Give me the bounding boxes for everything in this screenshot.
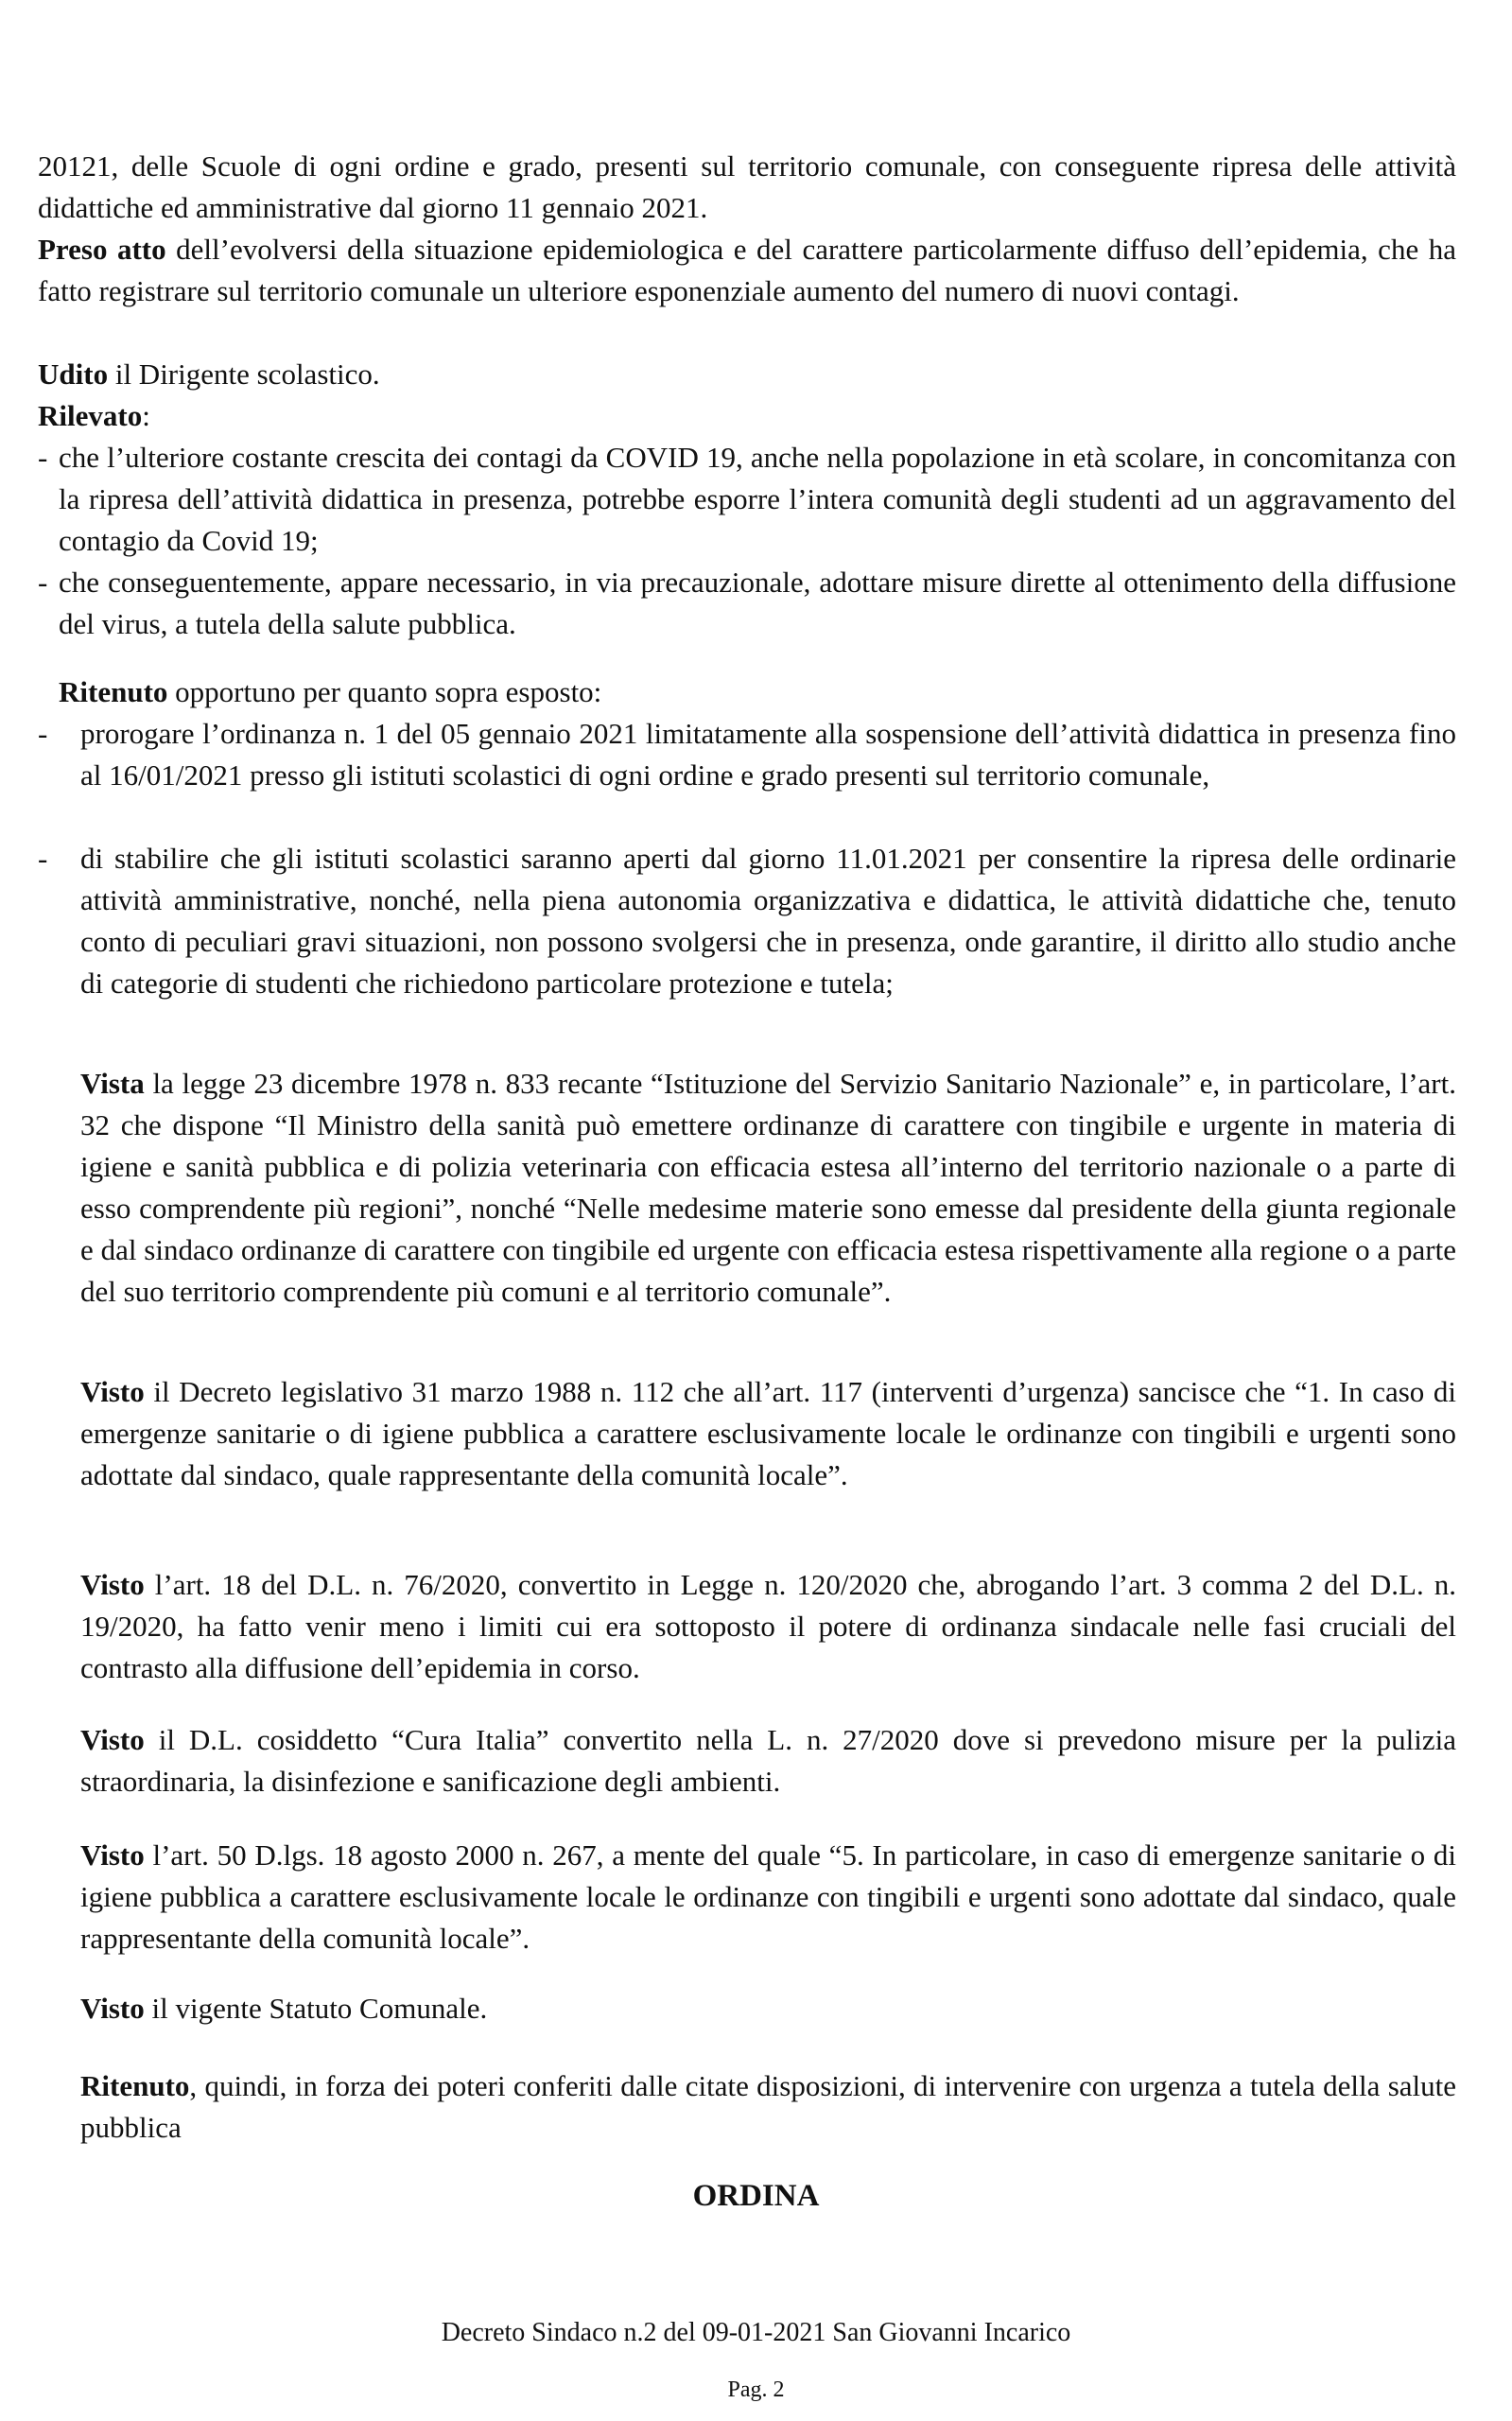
paragraph-text: dell’evolversi della situazione epidemiologica e del carattere particolarmente diffuso dell’epidemia, che ha fatto registrare sul territorio comunale un ulteriore esponenziale aumento del numero di nuovi contagi. bbox=[38, 233, 1456, 307]
paragraph-visto-dlgs-112 bbox=[80, 1371, 1456, 1496]
paragraph-text: , quindi, in forza dei poteri conferiti dalle citate disposizioni, di intervenire con urgenza a tutela della salute pubblica bbox=[80, 2069, 1456, 2144]
bold-lead: Ritenuto bbox=[80, 2069, 190, 2102]
bold-lead: Visto bbox=[80, 1838, 145, 1872]
bold-lead: Preso atto bbox=[38, 233, 166, 266]
section-heading: ORDINA bbox=[692, 2179, 820, 2213]
list-item-text: che conseguentemente, appare necessario, in via precauzionale, adottare misure dirette al ottenimento della diffusione del virus, a tutela della salute pubblica. bbox=[59, 566, 1456, 640]
list-dash: - bbox=[38, 717, 48, 750]
paragraph-ritenuto bbox=[59, 671, 1456, 713]
page-number: Pag. 2 bbox=[727, 2377, 785, 2402]
paragraph-visto-statuto bbox=[80, 1988, 1456, 2029]
list-item-text: di stabilire che gli istituti scolastici saranno aperti dal giorno 11.01.2021 per consentire la ripresa delle ordinarie attività amministrative, nonché, nella piena autonomia organizzativa e didattica, le attività didattiche che, tenuto conto di peculiari gravi situazioni, non possono svolgersi che in presenza, onde garantire, il diritto allo studio anche di categorie di studenti che richiedono particolare protezione e tutela; bbox=[80, 842, 1456, 1000]
list-dash: - bbox=[38, 441, 48, 474]
paragraph-text: il vigente Statuto Comunale. bbox=[144, 1992, 488, 2025]
paragraph-text: : bbox=[142, 399, 150, 432]
list-dash: - bbox=[38, 566, 48, 599]
paragraph-text: 20121, delle Scuole di ogni ordine e grado, presenti sul territorio comunale, con conseguente ripresa delle attività didattiche ed amministrative dal giorno 11 gennaio 2021. bbox=[38, 149, 1456, 224]
document-footer: Decreto Sindaco n.2 del 09-01-2021 San Giovanni Incarico bbox=[441, 2318, 1071, 2347]
paragraph-visto-dl-76 bbox=[80, 1564, 1456, 1689]
paragraph-preso-atto bbox=[38, 229, 1456, 312]
bold-lead: Rilevato bbox=[38, 399, 143, 432]
paragraph-udito bbox=[38, 354, 1456, 395]
paragraph-vista-legge-833 bbox=[80, 1063, 1456, 1313]
paragraph-intro bbox=[38, 146, 1456, 229]
paragraph-text: il Dirigente scolastico. bbox=[108, 357, 380, 391]
paragraph-text: l’art. 18 del D.L. n. 76/2020, convertito in Legge n. 120/2020 che, abrogando l’art. 3 comma 2 del D.L. n. 19/2020, ha fatto venir meno i limiti cui era sottoposto il potere di ordinanza sindacale nelle fasi cruciali del contrasto alla diffusione dell’epidemia in corso. bbox=[80, 1568, 1456, 1684]
paragraph-text: il D.L. cosiddetto “Cura Italia” convertito nella L. n. 27/2020 dove si prevedono misure per la pulizia straordinaria, la disinfezione e sanificazione degli ambienti. bbox=[80, 1723, 1456, 1798]
bold-lead: Visto bbox=[80, 1992, 145, 2025]
list-item-text: prorogare l’ordinanza n. 1 del 05 gennaio 2021 limitatamente alla sospensione dell’attività didattica in presenza fino al 16/01/2021 presso gli istituti scolastici di ogni ordine e grado presenti sul territorio comunale, bbox=[80, 717, 1456, 792]
paragraph-ritenuto-quindi bbox=[80, 2065, 1456, 2149]
paragraph-rilevato bbox=[38, 395, 1456, 437]
bold-lead: Visto bbox=[80, 1375, 145, 1408]
list-item-text: che l’ulteriore costante crescita dei contagi da COVID 19, anche nella popolazione in età scolare, in concomitanza con la ripresa dell’attività didattica in presenza, potrebbe esporre l’intera comunità degli studenti ad un aggravamento del contagio da Covid 19; bbox=[59, 441, 1456, 557]
paragraph-text: il Decreto legislativo 31 marzo 1988 n. 112 che all’art. 117 (interventi d’urgenza) sancisce che “1. In caso di emergenze sanitarie o di igiene pubblica a carattere esclusivamente locale le ordinanze con tingibili e urgenti sono adottate dal sindaco, quale rappresentante della comunità locale”. bbox=[80, 1375, 1456, 1491]
list-dash: - bbox=[38, 842, 48, 875]
bold-lead: Visto bbox=[80, 1723, 145, 1756]
paragraph-visto-cura-italia bbox=[80, 1719, 1456, 1803]
bold-lead: Ritenuto bbox=[59, 675, 168, 708]
bold-lead: Visto bbox=[80, 1568, 145, 1601]
paragraph-text: l’art. 50 D.lgs. 18 agosto 2000 n. 267, a mente del quale “5. In particolare, in caso di emergenze sanitarie o di igiene pubblica a carattere esclusivamente locale le ordinanze con tingibili e urgenti sono adottate dal sindaco, quale rappresentante della comunità locale”. bbox=[80, 1838, 1456, 1955]
paragraph-text: opportuno per quanto sopra esposto: bbox=[167, 675, 602, 708]
bold-lead: Vista bbox=[80, 1067, 145, 1100]
paragraph-text: la legge 23 dicembre 1978 n. 833 recante “Istituzione del Servizio Sanitario Nazionale” e, in particolare, l’art. 32 che dispone “Il Ministro della sanità può emettere ordinanze di carattere con tingibile e urgente in materia di igiene e sanità pubblica e di polizia veterinaria con efficacia estesa all’interno del territorio nazionale o a parte di esso comprendente più regioni”, nonché “Nelle medesime materie sono emesse dal presidente della giunta regionale e dal sindaco ordinanze di carattere con tingibile ed urgente con efficacia estesa rispettivamente alla regione o a parte del suo territorio comprendente più comuni e al territorio comunale”. bbox=[80, 1067, 1456, 1308]
bold-lead: Udito bbox=[38, 357, 109, 391]
paragraph-visto-dlgs-267 bbox=[80, 1835, 1456, 1959]
